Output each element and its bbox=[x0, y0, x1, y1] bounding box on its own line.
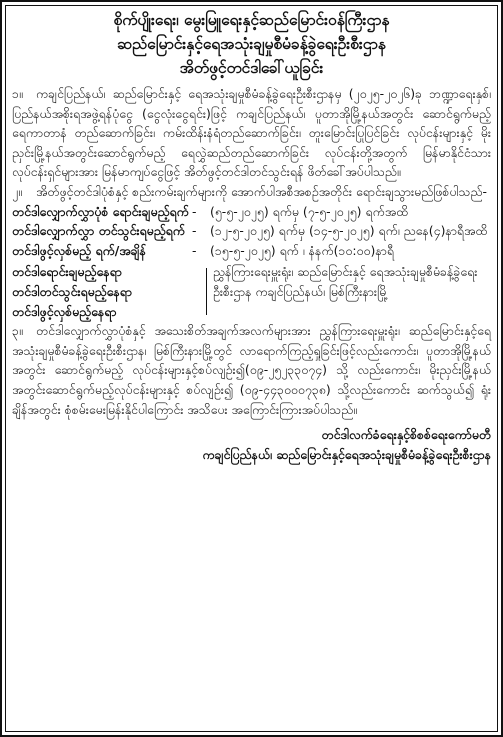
schedule-label: တင်ဒါလျှောက်လွှာ တင်သွင်းရမည့်ရက် bbox=[12, 223, 185, 239]
venue-label-sale: တင်ဒါရောင်းချမည့်နေရာ bbox=[12, 264, 122, 280]
schedule-value: (၅-၅-၂၀၂၅) ရက်မှ (၇-၅-၂၀၂၅) ရက်အထိ bbox=[210, 203, 409, 219]
paragraph-2 bbox=[12, 182, 491, 202]
ministry-name: စိုက်ပျိုးရေး၊ မွေးမြူရေးနှင့်ဆည်မြောင်းဝန်ကြီးဌာန bbox=[113, 11, 390, 29]
committee-name: တင်ဒါလက်ခံရေးနှင့်စိစစ်ရေးကော်မတီ bbox=[321, 427, 491, 443]
paragraph-1 bbox=[12, 84, 491, 182]
schedule-value: (၁၅-၅-၂၀၂၅) ရက် ၊ နံနက်(၁၀:၀၀)နာရီ bbox=[210, 242, 394, 258]
paragraph-3 bbox=[12, 321, 491, 419]
paragraph-number: ၂။ bbox=[12, 183, 22, 199]
schedule-row bbox=[12, 221, 491, 241]
schedule-label: တင်ဒါလျှောက်လွှာပုံစံ ရောင်းချမည့်ရက် bbox=[12, 203, 189, 219]
schedule-row bbox=[12, 241, 491, 261]
issuing-department: ကချင်ပြည်နယ်၊ ဆည်မြောင်းနှင့်ရေအသုံးချမှုစီမံခန့်ခွဲရေးဦးစီးဌာန bbox=[202, 447, 491, 463]
venue-label-submit: တင်ဒါတင်သွင်းရမည့်နေရာ bbox=[12, 283, 132, 299]
paragraph-number: ၃။ bbox=[12, 323, 23, 339]
schedule-label: တင်ဒါဖွင့်လှစ်မည့် ရက်/အချိန် bbox=[12, 242, 146, 258]
notice-header bbox=[12, 8, 491, 80]
signature-block bbox=[12, 425, 491, 465]
department-name: ဆည်မြောင်းနှင့်ရေအသုံးချမှုစီမံခန့်ခွဲရေးဦးစီးဌာန bbox=[117, 35, 386, 53]
venue-address: ညွှန်ကြားရေးမှူးရုံး၊ ဆည်မြောင်းနှင့် ရေအသုံးချမှုစီမံခန့်ခွဲရေးဦးစီးဌာန ကချင်ပြည်နယ်၊ မြစ်ကြီးနားမြို့ bbox=[213, 264, 478, 299]
venue-labels bbox=[12, 262, 192, 321]
schedule-dash: - bbox=[192, 203, 197, 219]
venue-block bbox=[12, 262, 491, 321]
paragraph-text: အိတ်ဖွင့်တင်ဒါပုံစံနှင့် စည်းကမ်းချက်များကို အောက်ပါအစီအစဉ်အတိုင်း ရောင်းချသွားမည်ဖြစ်ပါသည်- bbox=[36, 183, 487, 199]
paragraph-text: တင်ဒါလျှောက်လွှာပုံစံနှင့် အသေးစိတ်အချက်အလက်များအား ညွှန်ကြားရေးမှူးရုံး၊ ဆည်မြောင်းနှင့်ရေအသုံးချမှုစီမံခန့်ခွဲရေးဦးစီးဌာန၊ မြစ်ကြီးနားမြို့တွင် လာရောက်ကြည့်ရှုခြင်းဖြင့်လည်းကောင်း၊ ပူတာအိုမြို့နယ်အတွင်း ဆောင်ရွက်မည့် လုပ်ငန်းများနှင့်စပ်လျဉ်း၍(၀၉-၂၅၂၃၃၀၇၄) သို့ လည်းကောင်း၊ မိုးညှင်းမြို့နယ် အတွင်းဆောင်ရွက်မည့်လုပ်ငန်းများနှင့် စပ်လျဉ်း၍ (၀၉-၄၄၃၀၀၀၇၃၈) သို့လည်းကောင်း ဆက်သွယ်၍ ရုံးချိန်အတွင်း စုံစမ်းမေးမြန်းနိုင်ပါကြောင်း အသိပေး အကြောင်းကြားအပ်ပါသည်။ bbox=[12, 323, 491, 417]
notice-title: အိတ်ဖွင့်တင်ဒါခေါ်ယူခြင်း bbox=[179, 59, 324, 77]
paragraph-number: ၁။ bbox=[12, 86, 23, 101]
schedule-dash: - bbox=[192, 223, 197, 239]
paragraph-text: ကချင်ပြည်နယ်၊ ဆည်မြောင်းနှင့် ရေအသုံးချမှုစီမံခန့်ခွဲရေးဦးစီးဌာနမှ (၂၀၂၅-၂၀၂၆)ခု ဘဏ္ဍာရေးနှစ်၊ ပြည်နယ်အစိုးရအဖွဲ့ရန်ပုံငွေ (ငွေလုံးငွေရင်း)ဖြင့် ကချင်ပြည်နယ်၊ ပူတာအိုမြို့နယ်အတွင်း ဆောင်ရွက်မည့် ရေကာတာနံ တည်ဆောက်ခြင်း၊ ကမ်းထိန်းနံရံတည်ဆောက်ခြင်း၊ တူးမြောင်းပြုပြင်ခြင်း လုပ်ငန်းများနှင့် မိုးညှင်းမြို့နယ်အတွင်းဆောင်ရွက်မည့် ရေလွှဲဆည်တည်ဆောက်ခြင်း လုပ်ငန်းတို့အတွက် မြန်မာနိုင်ငံသား လုပ်ငန်းရှင်များအား မြန်မာကျပ်ငွေဖြင့် အိတ်ဖွင့်တင်ဒါတင်သွင်းရန် ဖိတ်ခေါ်အပ်ပါသည်။ bbox=[12, 86, 491, 180]
schedule-dash: - bbox=[192, 242, 197, 258]
schedule-value: (၁၂-၅-၂၀၂၅) ရက်မှ (၁၄-၅-၂၀၂၅) ရက်၊ ညနေ(၄)နာရီအထိ bbox=[210, 223, 488, 239]
bracket-divider bbox=[192, 268, 207, 315]
schedule-list bbox=[12, 202, 491, 261]
schedule-row bbox=[12, 202, 491, 222]
venue-label-open: တင်ဒါဖွင့်လှစ်မည့်နေရာ bbox=[12, 303, 117, 319]
